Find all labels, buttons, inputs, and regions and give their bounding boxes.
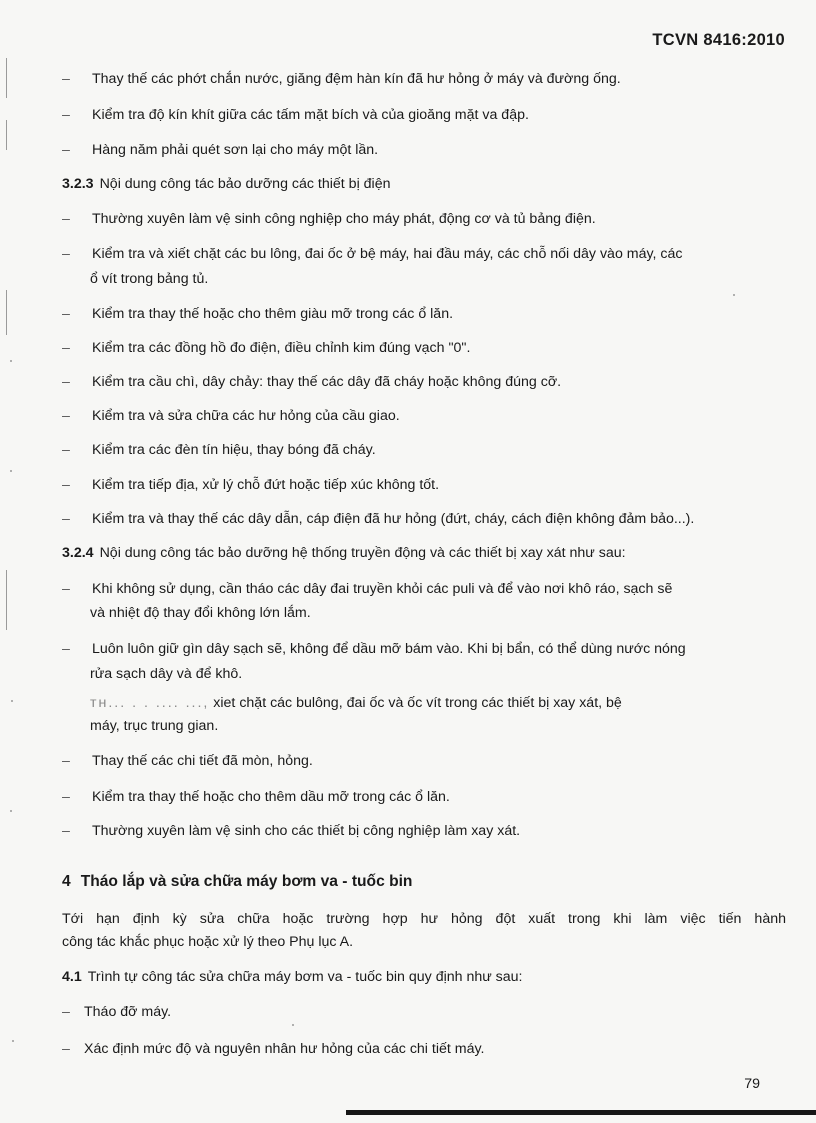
bullet-dash: – xyxy=(62,442,70,458)
bullet-dash: – xyxy=(62,340,70,356)
bullet-dash: – xyxy=(62,246,70,262)
bullet-dash: – xyxy=(62,142,70,158)
section-number: 4 xyxy=(62,873,71,890)
section-title: Nội dung công tác bảo dưỡng các thiết bị điện xyxy=(99,176,391,192)
scan-speck xyxy=(11,700,13,702)
list-item-text: Kiểm tra và thay thế các dây dẫn, cáp điện đã hư hỏng (đứt, cháy, cách điện không đảm bảo...). xyxy=(92,511,695,527)
section-number: 4.1 xyxy=(62,969,82,985)
list-item-text: Kiểm tra thay thế hoặc cho thêm giàu mỡ trong các ổ lăn. xyxy=(92,306,454,322)
scan-speck xyxy=(10,360,12,362)
section-heading-4 xyxy=(62,873,412,891)
section-title: Trình tự công tác sửa chữa máy bơm va - tuốc bin quy định như sau: xyxy=(87,969,523,985)
scan-margin-mark xyxy=(6,570,7,630)
page-number: 79 xyxy=(744,1076,760,1092)
intro-paragraph-line: Tới hạn định kỳ sửa chữa hoặc trường hợp hư hỏng đột xuất trong khi làm việc tiến hành xyxy=(62,911,786,927)
bullet-dash: – xyxy=(62,306,70,322)
list-item-text: Kiểm tra cầu chì, dây chảy: thay thế các dây đã cháy hoặc không đúng cỡ. xyxy=(92,374,562,390)
scan-speck xyxy=(10,470,12,472)
intro-paragraph-line: công tác khắc phục hoặc xử lý theo Phụ lục A. xyxy=(62,934,354,950)
list-item-text: Khi không sử dụng, cần tháo các dây đai truyền khỏi các puli và để vào nơi khô ráo, sạch sẽ xyxy=(92,581,673,597)
illegible-scan-text: ᴛʜ... . . .... ..., xyxy=(90,695,210,711)
list-item-text: Thường xuyên làm vệ sinh công nghiệp cho máy phát, động cơ và tủ bảng điện. xyxy=(92,211,596,227)
list-item-text: Luôn luôn giữ gìn dây sạch sẽ, không để dầu mỡ bám vào. Khi bị bẩn, có thể dùng nước nóng xyxy=(92,641,686,657)
bullet-dash: – xyxy=(62,581,70,597)
bullet-dash: – xyxy=(62,1004,70,1020)
list-item-text: Kiểm tra và sửa chữa các hư hỏng của cầu giao. xyxy=(92,408,400,424)
list-item-text: ổ vít trong bảng tủ. xyxy=(90,271,209,287)
list-item-text: Hàng năm phải quét sơn lại cho máy một lần. xyxy=(92,142,379,158)
bullet-dash: – xyxy=(62,789,70,805)
bullet-dash: – xyxy=(62,641,70,657)
standard-code: TCVN 8416:2010 xyxy=(652,31,785,49)
list-item-text: rửa sạch dây và để khô. xyxy=(90,666,243,682)
list-item-text: xiet chặt các bulông, đai ốc và ốc vít trong các thiết bị xay xát, bệ xyxy=(213,695,622,711)
scan-speck xyxy=(292,1024,294,1026)
bullet-dash: – xyxy=(62,408,70,424)
scan-speck xyxy=(12,1040,14,1042)
bullet-dash: – xyxy=(62,1041,70,1057)
section-title: Tháo lắp và sửa chữa máy bơm va - tuốc bin xyxy=(80,873,413,890)
list-item-text: Kiểm tra các đèn tín hiệu, thay bóng đã cháy. xyxy=(92,442,376,458)
list-item-text: Thường xuyên làm vệ sinh cho các thiết bị công nghiệp làm xay xát. xyxy=(92,823,521,839)
list-item-text: Kiểm tra và xiết chặt các bu lông, đai ốc ở bệ máy, hai đầu máy, các chỗ nối dây vào máy, các xyxy=(92,246,683,262)
bullet-dash: – xyxy=(62,477,70,493)
section-title: Nội dung công tác bảo dưỡng hệ thống truyền động và các thiết bị xay xát như sau: xyxy=(99,545,626,561)
scan-margin-mark xyxy=(6,58,7,98)
list-item-text: máy, trục trung gian. xyxy=(90,718,219,734)
bullet-dash: – xyxy=(62,71,70,87)
bullet-dash: – xyxy=(62,511,70,527)
list-item-text: Kiểm tra tiếp địa, xử lý chỗ đứt hoặc tiếp xúc không tốt. xyxy=(92,477,440,493)
list-item-text: Kiểm tra độ kín khít giữa các tấm mặt bích và của gioăng mặt va đập. xyxy=(92,107,529,123)
list-item-text: Tháo đỡ máy. xyxy=(84,1004,172,1020)
list-item-text: Thay thế các phớt chắn nước, giăng đệm hàn kín đã hư hỏng ở máy và đường ống. xyxy=(92,71,621,87)
bullet-dash: – xyxy=(62,753,70,769)
bullet-dash: – xyxy=(62,107,70,123)
section-number: 3.2.3 xyxy=(62,176,94,192)
scan-margin-mark xyxy=(6,120,7,150)
bullet-dash: – xyxy=(62,374,70,390)
bullet-dash: – xyxy=(62,823,70,839)
bullet-dash: – xyxy=(62,211,70,227)
scan-bottom-edge xyxy=(346,1110,816,1115)
scan-speck xyxy=(733,294,735,296)
scan-margin-mark xyxy=(6,290,7,335)
section-number: 3.2.4 xyxy=(62,545,94,561)
list-item-text: và nhiệt độ thay đổi không lớn lắm. xyxy=(90,605,311,621)
list-item-text: Xác định mức độ và nguyên nhân hư hỏng của các chi tiết máy. xyxy=(84,1041,485,1057)
list-item-text: Kiểm tra thay thế hoặc cho thêm dầu mỡ trong các ổ lăn. xyxy=(92,789,450,805)
list-item-text: Kiểm tra các đồng hồ đo điện, điều chỉnh kim đúng vạch "0". xyxy=(92,340,471,356)
scan-speck xyxy=(10,810,12,812)
list-item-text: Thay thế các chi tiết đã mòn, hỏng. xyxy=(92,753,313,769)
